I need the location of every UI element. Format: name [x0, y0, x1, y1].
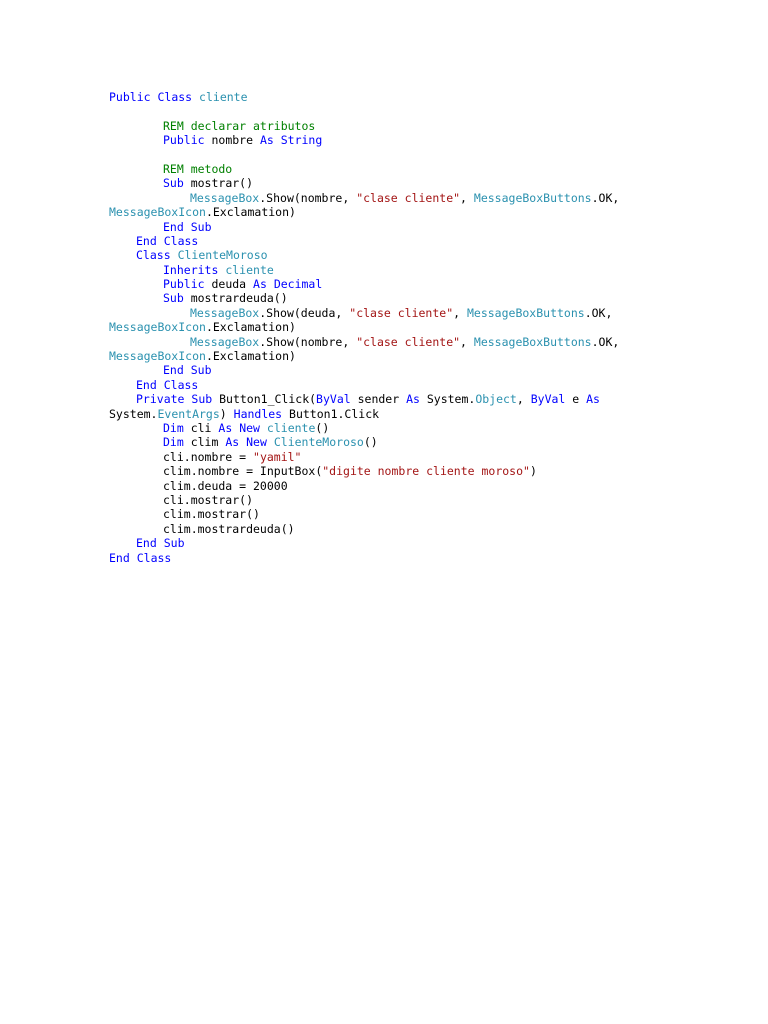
code-text [260, 421, 267, 435]
code-text [184, 220, 191, 234]
code-line [109, 277, 629, 291]
code-keyword: Decimal [273, 277, 323, 292]
code-type-name: ClienteMoroso [177, 248, 268, 263]
code-text [184, 363, 191, 377]
code-keyword: Sub [163, 291, 184, 306]
code-keyword: String [280, 133, 323, 148]
code-text: nombre [204, 133, 260, 148]
code-type-name: MessageBox [190, 305, 260, 320]
code-keyword: Public [163, 133, 205, 148]
code-line [109, 479, 629, 493]
code-line [109, 507, 629, 521]
code-text: , [460, 334, 474, 349]
code-line [109, 306, 629, 320]
code-text [171, 248, 178, 262]
code-text: .OK, [591, 334, 620, 349]
code-line [109, 234, 629, 248]
code-keyword: Sub [191, 392, 213, 407]
code-text [157, 378, 164, 392]
code-keyword: End [163, 363, 184, 378]
code-keyword: Dim [163, 420, 184, 435]
code-keyword: ByVal [530, 392, 566, 407]
code-text: () [363, 435, 378, 450]
code-keyword: As [259, 133, 274, 148]
code-keyword: As [218, 420, 233, 435]
code-keyword: Inherits [163, 262, 219, 277]
code-type-name: MessageBoxButtons [466, 305, 585, 320]
code-text: cli.mostrar() [163, 492, 254, 507]
code-text: clim.mostrar() [163, 507, 260, 522]
code-line [109, 349, 629, 363]
code-line [109, 464, 629, 478]
code-text: .OK, [591, 190, 620, 205]
code-line [109, 162, 629, 176]
code-text: e [565, 392, 587, 407]
code-line [109, 536, 629, 550]
code-text: System. [109, 406, 158, 421]
code-keyword: As [406, 392, 420, 407]
code-keyword: ByVal [316, 392, 351, 407]
code-text [157, 234, 164, 248]
code-type-name: cliente [199, 90, 248, 104]
code-keyword: Dim [163, 435, 184, 450]
code-text: System. [419, 392, 476, 407]
code-line [109, 320, 629, 334]
code-line [109, 435, 629, 449]
code-string: "clase cliente" [356, 190, 461, 205]
code-type-name: cliente [225, 262, 274, 277]
code-text: .OK, [584, 305, 613, 320]
code-line [109, 90, 629, 104]
code-keyword: Class [136, 248, 171, 263]
code-string: "yamil" [253, 449, 302, 464]
code-text: Button1_Click( [212, 392, 317, 407]
code-text: , [453, 305, 467, 320]
code-keyword: End [136, 377, 157, 392]
code-keyword: End [109, 550, 130, 565]
code-keyword: Public [109, 90, 151, 104]
code-keyword: New [239, 420, 260, 435]
code-text [157, 536, 164, 550]
code-text: ) [529, 464, 537, 479]
code-keyword: Class [163, 377, 199, 392]
code-keyword: Sub [163, 536, 185, 551]
code-keyword: Private [136, 392, 185, 407]
code-keyword: Class [157, 90, 193, 104]
code-line [109, 363, 629, 377]
code-keyword: New [246, 435, 267, 450]
code-line [109, 248, 629, 262]
code-keyword: Handles [233, 406, 283, 421]
code-text: .Show(deuda, [259, 305, 350, 320]
code-text [192, 90, 199, 104]
code-type-name: ClienteMoroso [273, 435, 364, 450]
code-text: Button1.Click [282, 406, 380, 421]
code-keyword: Class [136, 550, 172, 565]
code-line [109, 263, 629, 277]
code-line [109, 205, 629, 219]
code-text: () [315, 420, 330, 435]
code-line [109, 335, 629, 349]
code-text: .Show(nombre, [259, 190, 357, 205]
code-text: clim.deuda = 20000 [163, 478, 288, 493]
code-line [109, 104, 629, 118]
code-type-name: MessageBox [190, 334, 260, 349]
code-text: ) [219, 406, 234, 421]
code-string: "clase cliente" [356, 334, 461, 349]
code-line [109, 522, 629, 536]
code-keyword: Sub [190, 219, 212, 234]
code-type-name: MessageBox [190, 190, 260, 205]
code-line [109, 119, 629, 133]
code-line [109, 551, 629, 565]
code-text: mostrar() [183, 176, 254, 191]
code-keyword: As [225, 435, 240, 450]
code-text: .Exclamation) [205, 205, 296, 220]
code-listing [109, 90, 629, 565]
code-line [109, 291, 629, 305]
code-line [109, 133, 629, 147]
code-keyword: As [586, 392, 600, 407]
code-text: mostrardeuda() [183, 291, 288, 306]
code-line [109, 392, 629, 406]
code-text: .Show(nombre, [259, 334, 357, 349]
code-line [109, 191, 629, 205]
code-keyword: As [253, 277, 267, 292]
code-type-name: cliente [266, 420, 316, 435]
code-text: clim.nombre = InputBox( [163, 464, 323, 479]
code-type-name: MessageBoxButtons [473, 334, 592, 349]
code-text: deuda [204, 277, 254, 292]
code-text: sender [350, 392, 407, 407]
code-line [109, 493, 629, 507]
code-string: "clase cliente" [349, 305, 454, 320]
code-text: , [516, 392, 531, 407]
code-comment: REM declarar atributos [163, 118, 316, 133]
code-type-name: MessageBoxIcon [109, 320, 206, 335]
code-line [109, 220, 629, 234]
code-text [130, 551, 137, 565]
code-type-name: EventArgs [157, 406, 220, 421]
code-text [274, 133, 281, 147]
code-line [109, 407, 629, 421]
code-type-name: MessageBoxIcon [109, 205, 206, 220]
code-text: cli [183, 420, 219, 435]
code-text [267, 277, 274, 291]
code-text: clim [183, 435, 226, 450]
code-text: cli.nombre = [163, 449, 254, 464]
code-keyword: Sub [163, 176, 184, 191]
code-line [109, 148, 629, 162]
code-comment: REM metodo [163, 161, 233, 176]
code-type-name: Object [475, 392, 517, 407]
code-keyword: End [163, 219, 184, 234]
code-text: .Exclamation) [205, 320, 296, 335]
code-text [267, 435, 274, 449]
code-line [109, 176, 629, 190]
code-keyword: Class [163, 233, 199, 248]
code-text: .Exclamation) [205, 349, 296, 364]
code-text: , [460, 190, 474, 205]
code-keyword: Sub [190, 363, 212, 378]
code-keyword: Public [163, 277, 205, 292]
code-type-name: MessageBoxButtons [473, 190, 592, 205]
code-string: "digite nombre cliente moroso" [322, 464, 530, 479]
code-type-name: MessageBoxIcon [109, 349, 206, 364]
code-keyword: End [136, 233, 157, 248]
code-line [109, 421, 629, 435]
code-keyword: End [136, 536, 157, 551]
code-line [109, 378, 629, 392]
code-line [109, 450, 629, 464]
code-text: clim.mostrardeuda() [163, 521, 295, 536]
